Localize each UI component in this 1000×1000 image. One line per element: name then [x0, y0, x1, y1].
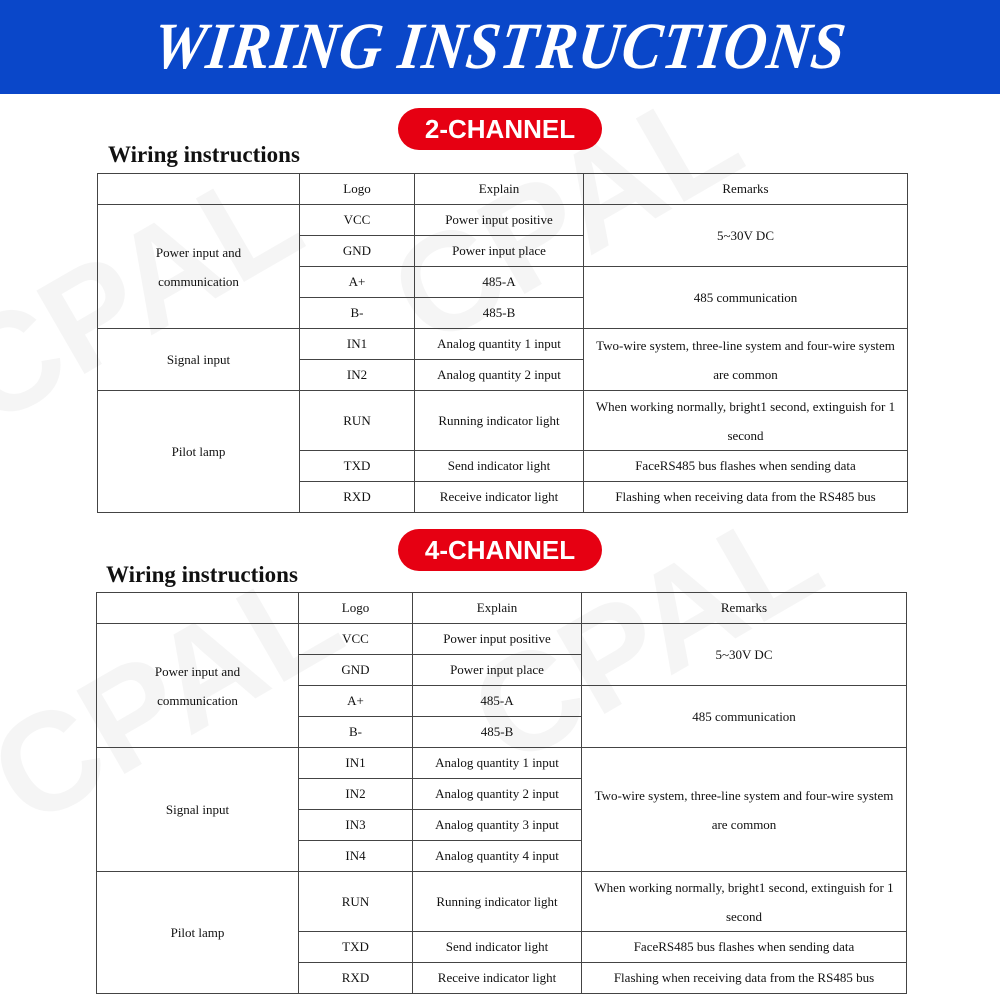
explain-cell: 485-B	[413, 717, 582, 748]
badge-label: 2-CHANNEL	[424, 113, 576, 144]
wiring-table-4-channel	[96, 592, 907, 994]
badge-4-channel	[398, 529, 602, 571]
explain-cell: 485-A	[415, 267, 584, 298]
remarks-cell-power: 5~30V DC	[584, 205, 908, 267]
table-row	[97, 748, 907, 779]
badge-label: 4-CHANNEL	[424, 534, 576, 565]
logo-cell: A+	[299, 686, 413, 717]
group-cell-power: Power input and communication	[98, 205, 300, 329]
logo-cell: VCC	[300, 205, 415, 236]
explain-cell: Analog quantity 2 input	[413, 779, 582, 810]
group-cell-pilot: Pilot lamp	[98, 391, 300, 513]
remarks-cell-power: 5~30V DC	[582, 624, 907, 686]
remarks-cell-signal: Two-wire system, three-line system and four-wire system are common	[582, 748, 907, 872]
explain-cell: Power input positive	[415, 205, 584, 236]
header-cell-logo: Logo	[299, 593, 413, 624]
remarks-cell-signal: Two-wire system, three-line system and four-wire system are common	[584, 329, 908, 391]
remarks-cell-txd: FaceRS485 bus flashes when sending data	[584, 451, 908, 482]
explain-cell: 485-A	[413, 686, 582, 717]
logo-cell: TXD	[299, 932, 413, 963]
section-title: Wiring instructions	[108, 142, 300, 167]
remarks-cell-comm: 485 communication	[582, 686, 907, 748]
logo-cell: IN2	[300, 360, 415, 391]
logo-cell: B-	[299, 717, 413, 748]
table-row	[98, 329, 908, 360]
table-header-row	[98, 174, 908, 205]
section-title: Wiring instructions	[106, 562, 298, 587]
remarks-cell-comm: 485 communication	[584, 267, 908, 329]
header-cell-explain: Explain	[415, 174, 584, 205]
explain-cell: Analog quantity 2 input	[415, 360, 584, 391]
table-row	[97, 872, 907, 932]
wiring-table-2-channel	[97, 173, 908, 513]
table-row	[98, 391, 908, 451]
logo-cell: RXD	[300, 482, 415, 513]
header-cell-remarks: Remarks	[584, 174, 908, 205]
explain-cell: 485-B	[415, 298, 584, 329]
remarks-cell-txd: FaceRS485 bus flashes when sending data	[582, 932, 907, 963]
logo-cell: RUN	[299, 872, 413, 932]
explain-cell: Receive indicator light	[413, 963, 582, 994]
logo-cell: IN1	[300, 329, 415, 360]
header-cell-remarks: Remarks	[582, 593, 907, 624]
header-cell-group	[98, 174, 300, 205]
header-cell-group	[97, 593, 299, 624]
page-title: WIRING INSTRUCTIONS	[149, 10, 851, 83]
logo-cell: IN1	[299, 748, 413, 779]
explain-cell: Running indicator light	[415, 391, 584, 451]
logo-cell: A+	[300, 267, 415, 298]
explain-cell: Analog quantity 4 input	[413, 841, 582, 872]
logo-cell: VCC	[299, 624, 413, 655]
header-banner	[0, 0, 1000, 94]
group-cell-signal: Signal input	[98, 329, 300, 391]
remarks-cell-run: When working normally, bright1 second, extinguish for 1 second	[584, 391, 908, 451]
explain-cell: Send indicator light	[415, 451, 584, 482]
header-cell-logo: Logo	[300, 174, 415, 205]
table-header-row	[97, 593, 907, 624]
explain-cell: Send indicator light	[413, 932, 582, 963]
remarks-cell-run: When working normally, bright1 second, extinguish for 1 second	[582, 872, 907, 932]
explain-cell: Receive indicator light	[415, 482, 584, 513]
logo-cell: RXD	[299, 963, 413, 994]
remarks-cell-rxd: Flashing when receiving data from the RS485 bus	[584, 482, 908, 513]
logo-cell: TXD	[300, 451, 415, 482]
group-cell-pilot: Pilot lamp	[97, 872, 299, 994]
explain-cell: Analog quantity 1 input	[413, 748, 582, 779]
logo-cell: B-	[300, 298, 415, 329]
logo-cell: GND	[300, 236, 415, 267]
table-row	[98, 205, 908, 236]
table-row	[97, 624, 907, 655]
explain-cell: Power input place	[413, 655, 582, 686]
explain-cell: Power input place	[415, 236, 584, 267]
remarks-cell-rxd: Flashing when receiving data from the RS485 bus	[582, 963, 907, 994]
logo-cell: GND	[299, 655, 413, 686]
logo-cell: IN2	[299, 779, 413, 810]
group-cell-signal: Signal input	[97, 748, 299, 872]
explain-cell: Running indicator light	[413, 872, 582, 932]
explain-cell: Analog quantity 1 input	[415, 329, 584, 360]
logo-cell: RUN	[300, 391, 415, 451]
logo-cell: IN4	[299, 841, 413, 872]
badge-2-channel	[398, 108, 602, 150]
explain-cell: Analog quantity 3 input	[413, 810, 582, 841]
header-cell-explain: Explain	[413, 593, 582, 624]
explain-cell: Power input positive	[413, 624, 582, 655]
logo-cell: IN3	[299, 810, 413, 841]
group-cell-power: Power input and communication	[97, 624, 299, 748]
